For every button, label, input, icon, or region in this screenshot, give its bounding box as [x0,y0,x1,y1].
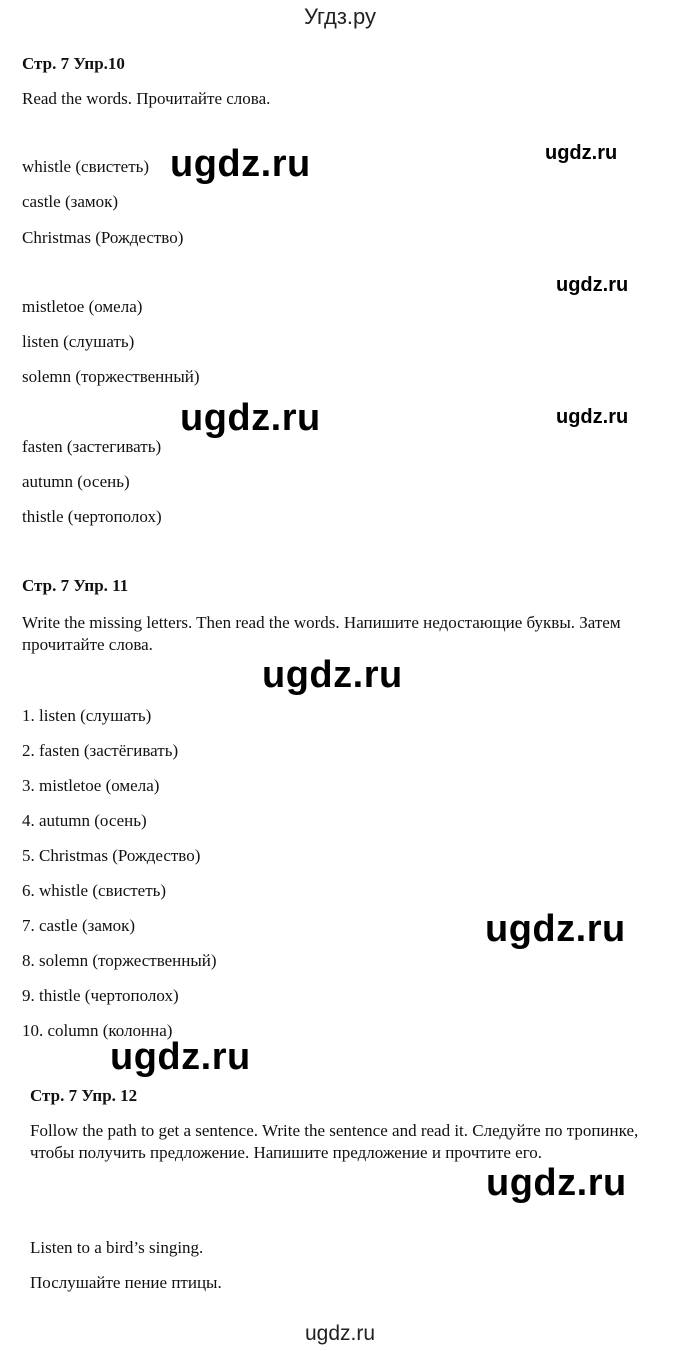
word-item: fasten (застегивать) [22,437,162,456]
word-item: 3. mistletoe (омела) [22,776,160,795]
section-instruction: Write the missing letters. Then read the words. Напишите недостающие буквы. Затем прочитайте слова. [22,613,621,654]
section-instruction: Read the words. Прочитайте слова. [22,89,271,108]
answer-translation: Послушайте пение птицы. [30,1273,222,1292]
watermark: ugdz.ru [485,908,626,950]
word-item: thistle (чертополох) [22,507,162,526]
word-item: 2. fasten (застёгивать) [22,741,179,760]
word-item: whistle (свистеть) [22,157,150,176]
watermark: ugdz.ru [556,274,629,296]
word-item: 9. thistle (чертополох) [22,986,179,1005]
watermark: ugdz.ru [170,143,311,185]
word-item: solemn (торжественный) [22,367,200,386]
watermark: ugdz.ru [180,397,321,439]
word-item: autumn (осень) [22,472,130,491]
watermark: ugdz.ru [110,1036,251,1078]
word-item: 7. castle (замок) [22,916,136,935]
watermark: ugdz.ru [262,654,403,696]
word-item: 5. Christmas (Рождество) [22,846,201,865]
word-item: listen (слушать) [22,332,135,351]
word-item: castle (замок) [22,192,119,211]
answer-sentence: Listen to a bird’s singing. [30,1238,204,1257]
word-item: 1. listen (слушать) [22,706,152,725]
watermark: ugdz.ru [486,1162,627,1204]
site-header: Угдз.ру [303,4,377,29]
watermark: ugdz.ru [545,142,618,164]
word-item: 10. column (колонна) [22,1021,173,1040]
word-item: mistletoe (омела) [22,297,143,316]
section-instruction: Follow the path to get a sentence. Write the sentence and read it. Следуйте по тропинке, чтобы получить предложение. Напишите предложение и прочтите его. [30,1121,639,1162]
word-item: Christmas (Рождество) [22,228,184,247]
section-heading: Стр. 7 Упр. 11 [22,576,129,595]
word-item: 4. autumn (осень) [22,811,147,830]
word-item: 8. solemn (торжественный) [22,951,217,970]
site-footer: ugdz.ru [304,1322,376,1345]
word-item: 6. whistle (свистеть) [22,881,167,900]
watermark: ugdz.ru [556,406,629,428]
section-heading: Стр. 7 Упр.10 [22,54,125,73]
section-heading: Стр. 7 Упр. 12 [30,1086,138,1105]
